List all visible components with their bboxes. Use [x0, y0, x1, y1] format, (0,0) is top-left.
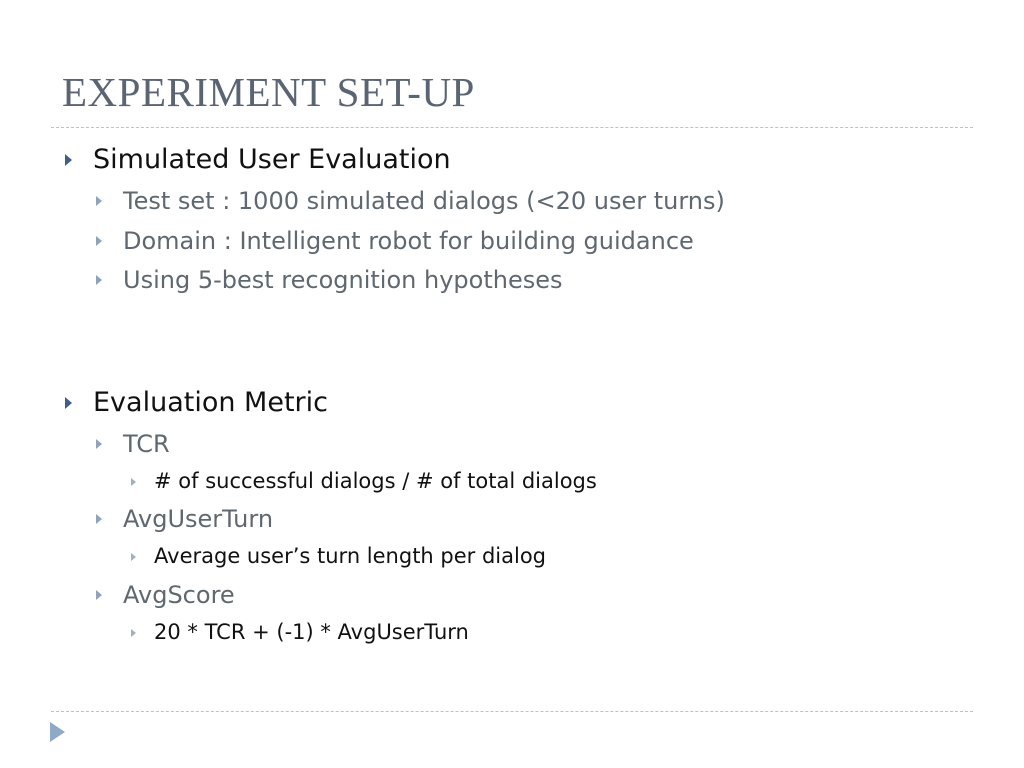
- triangle-bullet-icon: [96, 236, 102, 246]
- section-heading-simulated-user-evaluation: Simulated User Evaluation: [93, 146, 451, 173]
- triangle-bullet-icon: [65, 397, 72, 409]
- metric-name-tcr: TCR: [123, 432, 170, 456]
- triangle-bullet-icon: [96, 275, 102, 285]
- metric-definition-avgscore: 20 * TCR + (-1) * AvgUserTurn: [154, 622, 469, 643]
- triangle-bullet-icon: [131, 553, 136, 561]
- triangle-bullet-icon: [96, 196, 102, 206]
- metric-definition-avguserturn: Average user’s turn length per dialog: [154, 546, 546, 567]
- slide-title: EXPERIMENT SET-UP: [62, 69, 475, 115]
- list-item-domain: Domain : Intelligent robot for building guidance: [123, 229, 694, 253]
- triangle-bullet-icon: [96, 590, 102, 600]
- metric-definition-tcr: # of successful dialogs / # of total dialogs: [154, 471, 597, 492]
- triangle-bullet-icon: [96, 439, 102, 449]
- next-slide-arrow-icon[interactable]: [50, 722, 65, 742]
- triangle-bullet-icon: [65, 154, 72, 166]
- section-heading-evaluation-metric: Evaluation Metric: [93, 389, 328, 416]
- list-item-test-set: Test set : 1000 simulated dialogs (<20 user turns): [123, 189, 725, 213]
- metric-name-avguserturn: AvgUserTurn: [123, 507, 273, 531]
- title-divider: [51, 127, 973, 128]
- metric-name-avgscore: AvgScore: [123, 583, 235, 607]
- list-item-n-best: Using 5-best recognition hypotheses: [123, 268, 562, 292]
- triangle-bullet-icon: [131, 629, 136, 637]
- triangle-bullet-icon: [96, 514, 102, 524]
- triangle-bullet-icon: [131, 478, 136, 486]
- footer-divider: [51, 711, 973, 712]
